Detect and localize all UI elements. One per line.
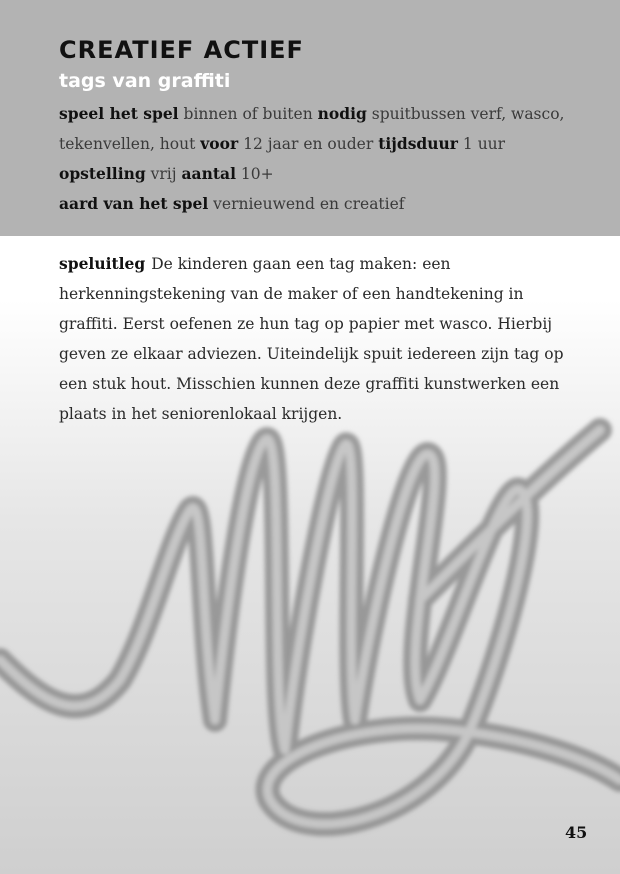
value-tijdsduur: 1 uur (462, 135, 506, 153)
activity-info (59, 99, 569, 219)
tag-strokes (0, 430, 620, 824)
value-nodig: spuitbussen verf, wasco, tekenvellen, hout (59, 105, 565, 153)
label-tijdsduur: tijdsduur (378, 134, 458, 153)
page-number: 45 (565, 823, 588, 842)
label-speel: speel het spel (59, 104, 179, 123)
speluitleg-text: De kinderen gaan een tag maken: een herkenningstekening van de maker of een handtekening in graffiti. Eerst oefenen ze hun tag op papier met wasco. Hierbij geven ze elkaar adviezen. Uiteindelijk spuit iedereen zijn tag op een stuk hout. Misschien kunnen deze graffiti kunstwerken een plaats in het seniorenlokaal krijgen. (59, 255, 564, 423)
page-title: CREATIEF ACTIEF (59, 36, 304, 64)
label-aard: aard van het spel (59, 194, 209, 213)
value-voor: 12 jaar en ouder (243, 135, 374, 153)
label-nodig: nodig (317, 104, 367, 123)
label-opstelling: opstelling (59, 164, 146, 183)
value-speel: binnen of buiten (183, 105, 313, 123)
value-aard: vernieuwend en creatief (213, 195, 405, 213)
page-subtitle: tags van graffiti (59, 70, 231, 92)
value-aantal: 10+ (240, 165, 274, 183)
speluitleg-label: speluitleg (59, 254, 146, 273)
label-aantal: aantal (181, 164, 236, 183)
label-voor: voor (200, 134, 239, 153)
header-band (0, 0, 620, 236)
value-opstelling: vrij (150, 165, 177, 183)
graffiti-tag-illustration (0, 400, 620, 874)
